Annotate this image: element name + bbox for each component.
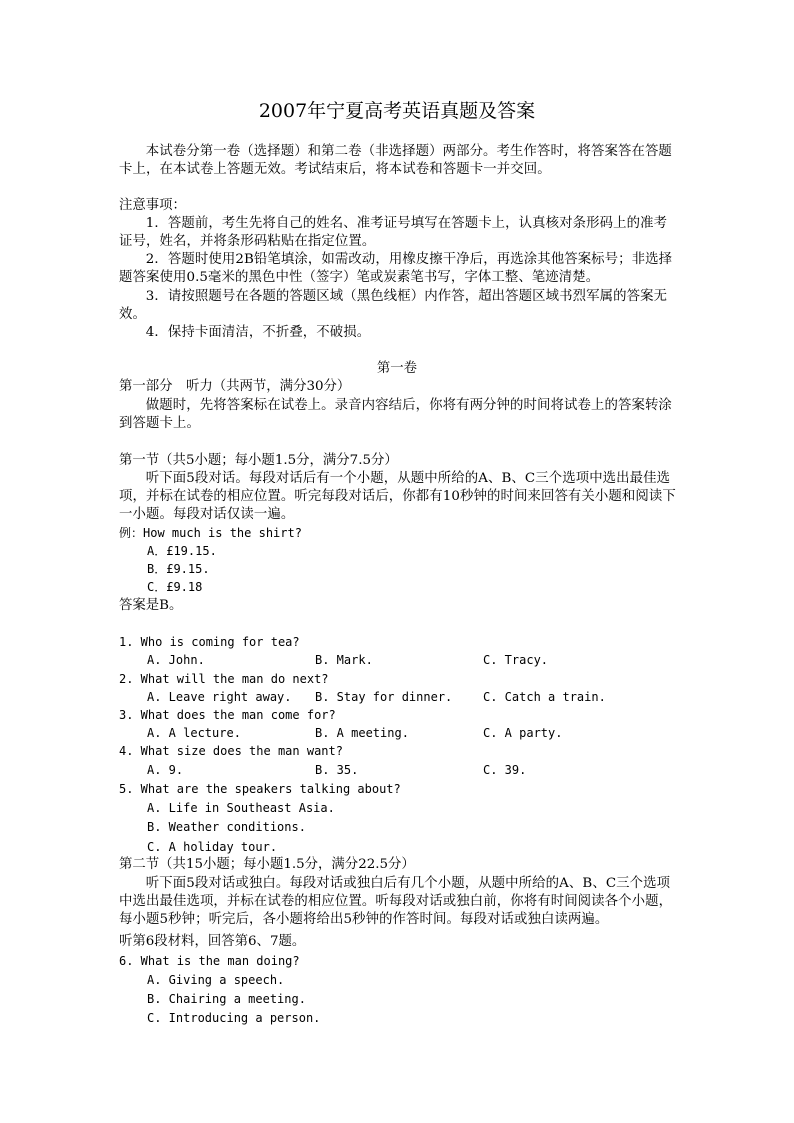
question-2-option-b: B. Stay for dinner. [315,690,453,704]
question-5: 5. What are the speakers talking about? [119,782,401,796]
question-4: 4. What size does the man want? [119,744,343,758]
example-option-b: B．£9.15. [147,562,210,576]
question-6-option-b: B. Chairing a meeting. [147,992,306,1006]
question-5-option-c: C. A holiday tour. [147,840,278,854]
question-1: 1. Who is coming for tea? [119,635,300,649]
question-5-option-a: A. Life in Southeast Asia. [147,801,335,815]
example-option-a: A．£19.15. [147,544,217,558]
question-6-option-a: A. Giving a speech. [147,973,285,987]
part1-instruction: 做题时，先将答案标在试卷上。录音内容结后，你将有两分钟的时间将试卷上的答案转涂到答题卡上。 [119,398,672,431]
question-3-option-b: B. A meeting. [315,726,409,740]
section1-instruction: 听下面5段对话。每段对话后有一个小题，从题中所给的A、B、C三个选项中选出最佳选项，并标在试卷的相应位置。听完每段对话后，你都有10秒钟的时间来回答有关小题和阅读下一小题。每段对话仅读一遍。 [119,471,676,522]
question-4-option-c: C. 39. [483,763,527,777]
question-2-option-c: C. Catch a train. [483,690,606,704]
intro-paragraph: 本试卷分第一卷（选择题）和第二卷（非选择题）两部分。考生作答时，将答案答在答题卡上，在本试卷上答题无效。考试结束后，将本试卷和答题卡一并交回。 [119,144,672,177]
question-1-option-a: A. John. [147,653,205,667]
question-2-option-a: A. Leave right away. [147,690,292,704]
section2-material: 听第6段材料，回答第6、7题。 [119,934,306,949]
document-title: 2007年宁夏高考英语真题及答案 [258,100,536,122]
example-answer: 答案是B。 [119,598,183,613]
example-question [119,524,302,543]
question-1-option-b: B. Mark. [315,653,373,667]
note-item-2: 2．答题时使用2B铅笔填涂，如需改动，用橡皮擦干净后，再选涂其他答案标号；非选择题答案使用0.5毫米的黑色中性（签字）笔或炭素笔书写，字体工整、笔迹清楚。 [119,252,673,285]
question-5-option-b: B. Weather conditions. [147,820,306,834]
section1-heading: 第一节（共5小题；每小题1.5分，满分7.5分） [119,453,398,468]
example-option-c: C．£9.18 [147,580,203,594]
notes-heading: 注意事项： [119,198,186,213]
question-3-option-a: A. A lecture. [147,726,241,740]
question-2: 2. What will the man do next? [119,672,329,686]
question-3: 3. What does the man come for? [119,708,336,722]
question-4-option-a: A. 9. [147,763,184,777]
note-item-3: 3．请按照题号在各题的答题区域（黑色线框）内作答，超出答题区域书烈军属的答案无效。 [119,289,668,322]
example-question-text: 例：How much is the shirt? [119,526,302,540]
section2-instruction: 听下面5段对话或独白。每段对话或独白后有几个小题，从题中所给的A、B、C三个选项中选出最佳选项，并标在试卷的相应位置。听每段对话或独白前，你将有时间阅读各个小题，每小题5秒钟；听完后，各小题将给出5秒钟的作答时间。每段对话或独白读两遍。 [119,876,673,927]
section2-heading: 第二节（共15小题；每小题1.5分，满分22.5分） [119,857,415,872]
question-6-option-c: C. Introducing a person. [147,1011,321,1025]
note-item-1: 1．答题前，考生先将自己的姓名、准考证号填写在答题卡上，认真核对条形码上的准考证号，姓名，并将条形码粘贴在指定位置。 [119,216,668,249]
question-1-option-c: C. Tracy. [483,653,549,667]
volume-heading: 第一卷 [376,361,418,376]
question-4-option-b: B. 35. [315,763,359,777]
question-6: 6. What is the man doing? [119,954,300,968]
note-item-4: 4．保持卡面清洁，不折叠，不破损。 [145,325,371,340]
part1-heading: 第一部分 听力（共两节，满分30分） [119,379,351,394]
question-3-option-c: C. A party. [483,726,563,740]
